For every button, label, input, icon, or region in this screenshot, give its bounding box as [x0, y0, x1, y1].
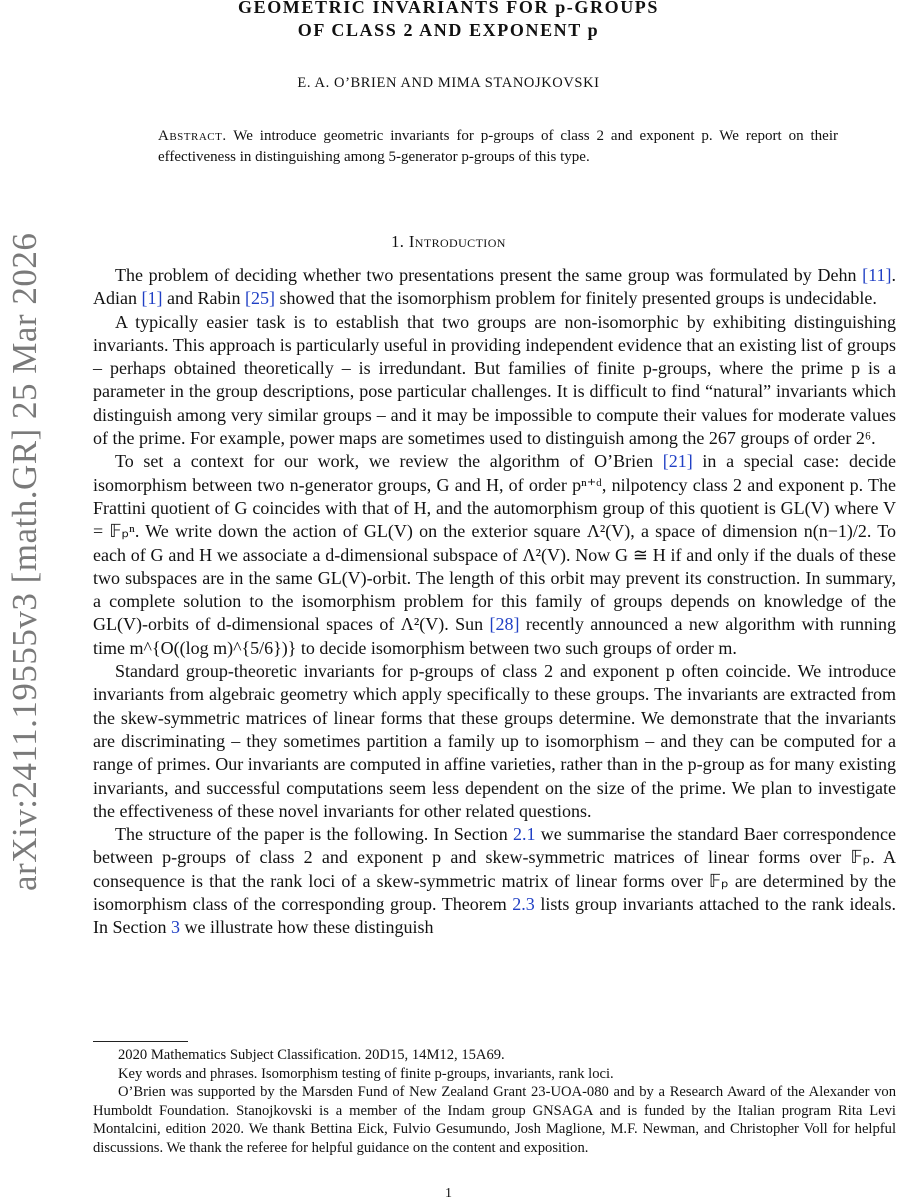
text-run: lists group invariants attached to the rank ideals. In Section: [93, 894, 897, 938]
footnote-msc: 2020 Mathematics Subject Classification. 20D15, 14M12, 15A69.: [118, 1047, 505, 1063]
citation-link[interactable]: [28]: [489, 614, 520, 635]
text-run: recently announced a new algorithm with running time m^{O((log m)^{5/6})} to decide isomorphism between two such groups of order m.: [93, 614, 896, 658]
text-run: in a special case: decide isomorphism between two n-generator groups, G and H, of order pⁿ⁺ᵈ, nilpotency class 2 and exponent p. The Frattini quotient of G coincides with that of H, and the automorphism group of this quotient is GL(V) where V = 𝔽ₚⁿ. We write down the action of GL(V) on the exterior square Λ²(V), a space of dimension n(n−1)/2. To each of G and H we associate a d-dimensional subspace of Λ²(V). Now G ≅ H if and only if the duals of these two subspaces are in the same GL(V)-orbit. The length of this orbit may prevent its construction. In summary, a complete solution to the isomorphism problem for this family of groups depends on knowledge of the GL(V)-orbits of d-dimensional spaces of Λ²(V). Sun: [93, 451, 896, 635]
citation-link[interactable]: [1]: [141, 288, 163, 309]
footnote-keywords: Key words and phrases. Isomorphism testing of finite p-groups, invariants, rank loci.: [118, 1065, 614, 1082]
citation-link[interactable]: [11]: [862, 265, 892, 285]
section-link[interactable]: 2.1: [513, 824, 536, 845]
text-run: The problem of deciding whether two presentations present the same group was formulated by Dehn: [115, 265, 863, 285]
paragraph-5: [93, 823, 896, 939]
section-number: 1.: [391, 232, 405, 251]
abstract: [158, 126, 838, 168]
text-run: . Adian: [93, 265, 896, 309]
paragraph-1: [93, 264, 896, 311]
text-run: we summarise the standard Baer correspondence between p-groups of class 2 and exponent p and skew-symmetric matrices of linear forms over 𝔽ₚ. A consequence is that the rank loci of a skew-symmetric matrix of linear forms over 𝔽ₚ are determined by the isomorphism class of the corresponding group. Theorem: [93, 824, 896, 915]
section-heading-introduction: [0, 232, 897, 252]
body-text: [93, 264, 896, 940]
paragraph-4: Standard group-theoretic invariants for p-groups of class 2 and exponent p often coincide. We introduce invariants from algebraic geometry which apply specifically to these groups. The invariants are extracted from the skew-symmetric matrices of linear forms that these groups determine. We demonstrate that the invariants are discriminating – they sometimes partition a family up to isomorphism – and they can be computed for a range of primes. Our invariants are computed in affine varieties, rather than in the p-group as for many existing invariants, and successful computations seem less dependent on the size of the prime. We plan to investigate the effectiveness of these novel invariants for other related questions.: [93, 661, 896, 821]
citation-link[interactable]: [21]: [662, 451, 693, 472]
paragraph-2: A typically easier task is to establish that two groups are non-isomorphic by exhibiting distinguishing invariants. This approach is particularly useful in providing independent evidence that an existing list of groups – perhaps obtained theoretically – is irredundant. But families of finite p-groups, where the prime p is a parameter in the group descriptions, pose particular challenges. It is difficult to find “natural” invariants which distinguish among very similar groups – and it may be impossible to compute their values for moderate values of the prime. For example, power maps are sometimes used to distinguish among the 267 groups of order 2⁶.: [93, 311, 896, 449]
footnote-rule: [93, 1041, 188, 1042]
paper-title-line-1: GEOMETRIC INVARIANTS FOR p-GROUPS: [237, 0, 660, 17]
page-number: 1: [445, 1186, 452, 1201]
text-run: To set a context for our work, we review the algorithm of O’Brien: [115, 451, 663, 472]
paragraph-3: [93, 450, 896, 660]
arxiv-side-stamp: arXiv:2411.19555v3 [math.GR] 25 Mar 2026: [5, 232, 44, 891]
abstract-text: We introduce geometric invariants for p-groups of class 2 and exponent p. We report on their effectiveness in distinguishing among 5-generator p-groups of this type.: [158, 128, 838, 165]
text-run: showed that the isomorphism problem for finitely presented groups is undecidable.: [275, 288, 877, 309]
text-run: The structure of the paper is the following. In Section: [115, 824, 514, 845]
paper-title-line-2: OF CLASS 2 AND EXPONENT p: [297, 20, 600, 40]
citation-link[interactable]: [25]: [245, 288, 275, 309]
footnotes: [93, 1046, 896, 1158]
text-run: we illustrate how these distinguish: [180, 917, 434, 938]
text-run: and Rabin: [162, 288, 245, 309]
abstract-label: Abstract.: [158, 128, 227, 144]
footnote-funding: O’Brien was supported by the Marsden Fund of New Zealand Grant 23-UOA-080 and by a Research Award of the Alexander von Humboldt Foundation. Stanojkovski is a member of the Indam group GNSAGA and is funded by the Italian program Rita Levi Montalcini, edition 2020. We thank Bettina Eick, Fulvio Gesumundo, Josh Maglione, M.F. Newman, and Christopher Voll for helpful discussions. We thank the referee for helpful guidance on the content and exposition.: [93, 1084, 896, 1156]
paper-authors: E. A. O’BRIEN AND MIMA STANOJKOVSKI: [297, 75, 600, 91]
theorem-link[interactable]: 2.3: [512, 894, 535, 915]
section-title: Introduction: [408, 232, 506, 251]
section-link[interactable]: 3: [171, 917, 180, 938]
